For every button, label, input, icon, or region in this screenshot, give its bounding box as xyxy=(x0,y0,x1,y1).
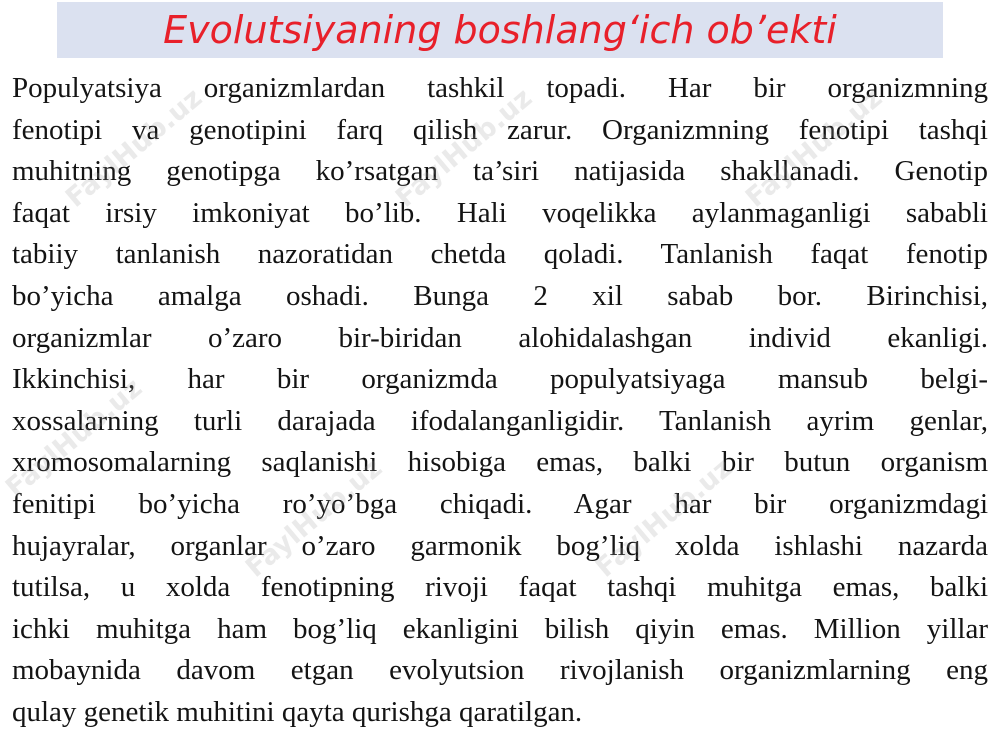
watermark: FaylHub.uz xyxy=(590,452,739,584)
paragraph-line: muhitning genotipga ko’rsatgan ta’siri natijasida shakllanadi. Genotip xyxy=(12,155,988,188)
page-title: Evolutsiyaning boshlang‘ich ob’ekti xyxy=(163,8,837,52)
paragraph-line: bo’yicha amalga oshadi. Bunga 2 xil sabab bor. Birinchisi, xyxy=(12,279,988,312)
watermark: FaylHub.uz xyxy=(240,452,389,584)
paragraph-line: fenotipi va genotipini farq qilish zarur. Organizmning fenotipi tashqi xyxy=(12,113,988,146)
paragraph-line: xossalarning turli darajada ifodalanganligidir. Tanlanish ayrim genlar, xyxy=(12,404,988,437)
body-paragraph xyxy=(12,68,988,734)
paragraph-line: fenitipi bo’yicha ro’yo’bga chiqadi. Agar har bir organizmdagi xyxy=(12,487,988,520)
paragraph-line: tutilsa, u xolda fenotipning rivoji faqat tashqi muhitga emas, balki xyxy=(12,571,988,604)
paragraph-line: faqat irsiy imkoniyat bo’lib. Hali voqelikka aylanmaganligi sababli xyxy=(12,196,988,229)
paragraph-line: organizmlar o’zaro bir-biridan alohidalashgan individ ekanligi. xyxy=(12,321,988,354)
watermark: FaylHub.uz xyxy=(390,82,539,214)
paragraph-line: Ikkinchisi, har bir organizmda populyatsiyaga mansub belgi- xyxy=(12,363,988,396)
title-banner xyxy=(57,2,943,58)
paragraph-line: tabiiy tanlanish nazoratidan chetda qoladi. Tanlanish faqat fenotip xyxy=(12,238,988,271)
watermark: FaylHub.uz xyxy=(740,82,889,214)
watermark: FaylHub.uz xyxy=(60,82,209,214)
paragraph-line: Populyatsiya organizmlardan tashkil topadi. Har bir organizmning xyxy=(12,72,988,104)
paragraph-line: mobaynida davom etgan evolyutsion rivojlanish organizmlarning eng xyxy=(12,654,988,687)
paragraph-line: qulay genetik muhitini qayta qurishga qaratilgan. xyxy=(12,695,583,728)
paragraph-line: xromosomalarning saqlanishi hisobiga emas, balki bir butun organism xyxy=(12,446,988,479)
watermark: FaylHub.uz xyxy=(0,372,149,504)
paragraph-line: hujayralar, organlar o’zaro garmonik bog’liq xolda ishlashi nazarda xyxy=(12,529,988,562)
paragraph-line: ichki muhitga ham bog’liq ekanligini bilish qiyin emas. Million yillar xyxy=(12,612,988,645)
